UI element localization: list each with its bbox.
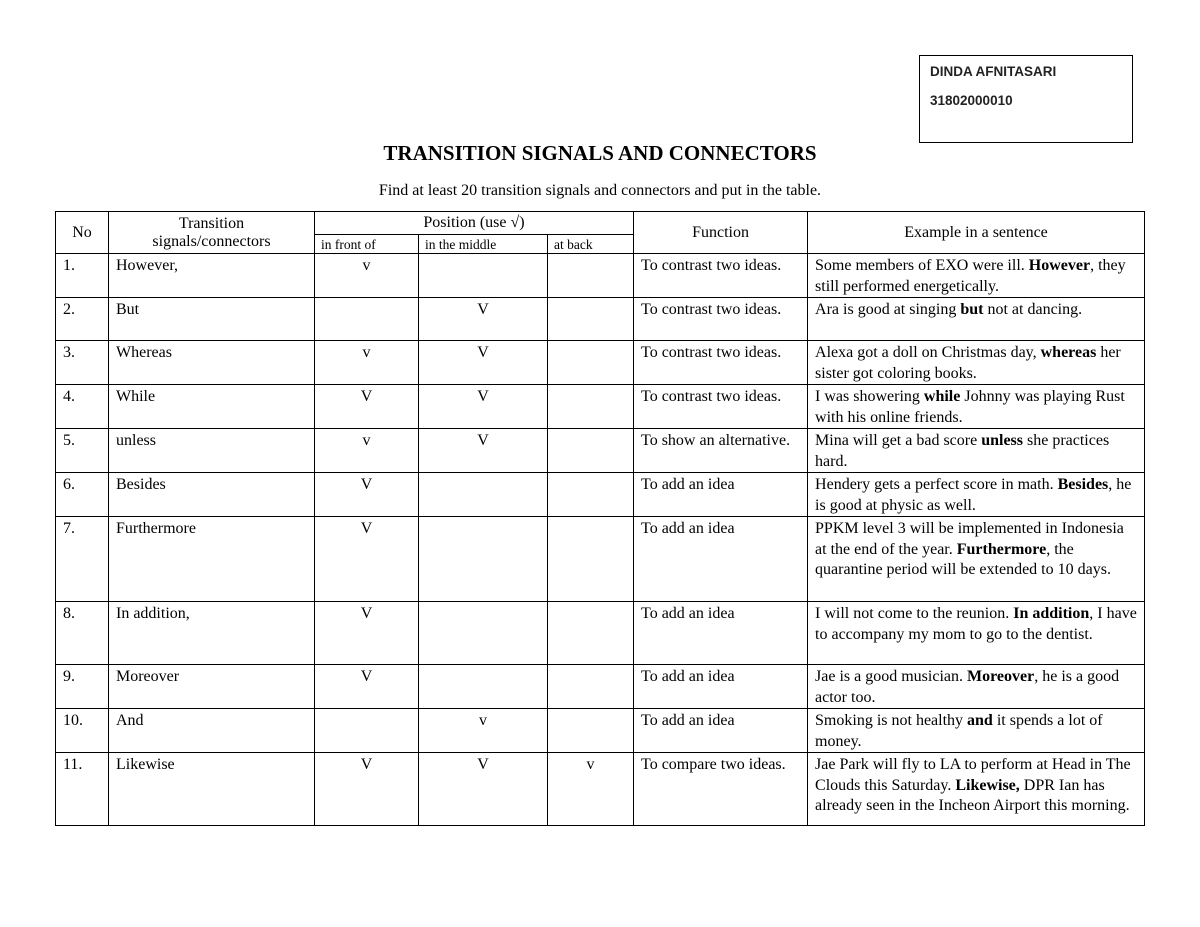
row-function: To compare two ideas.: [634, 753, 808, 826]
row-position-back: [548, 665, 634, 709]
row-position-middle: [419, 517, 548, 602]
row-number: 9.: [56, 665, 109, 709]
example-keyword: and: [967, 712, 993, 729]
row-function: To contrast two ideas.: [634, 385, 808, 429]
row-position-back: [548, 429, 634, 473]
header-no: No: [56, 212, 109, 254]
example-text: Ara is good at singing: [815, 301, 961, 318]
row-function: To add an idea: [634, 517, 808, 602]
student-info-box: [919, 55, 1133, 143]
header-signal-line2: signals/connectors: [152, 232, 271, 250]
row-position-middle: V: [419, 298, 548, 341]
row-position-front: v: [315, 429, 419, 473]
row-signal: Furthermore: [109, 517, 315, 602]
row-position-front: V: [315, 473, 419, 517]
example-text: , they still performed energetically.: [815, 257, 1126, 295]
row-function: To contrast two ideas.: [634, 341, 808, 385]
row-number: 1.: [56, 254, 109, 298]
row-position-front: V: [315, 602, 419, 665]
example-keyword: while: [923, 388, 961, 405]
example-text: Hendery gets a perfect score in math.: [815, 476, 1058, 493]
row-example: [808, 298, 1145, 341]
row-position-front: V: [315, 517, 419, 602]
header-middle: in the middle: [419, 235, 548, 254]
example-keyword: Besides: [1057, 476, 1109, 493]
row-position-back: [548, 473, 634, 517]
row-position-middle: [419, 473, 548, 517]
row-number: 3.: [56, 341, 109, 385]
row-position-back: v: [548, 753, 634, 826]
table-row: [56, 709, 1145, 753]
table-row: [56, 298, 1145, 341]
row-function: To contrast two ideas.: [634, 254, 808, 298]
example-text: , I have to accompany my mom to go to the dentist.: [815, 605, 1137, 643]
row-example: [808, 385, 1145, 429]
row-signal: In addition,: [109, 602, 315, 665]
row-position-back: [548, 517, 634, 602]
row-function: To add an idea: [634, 665, 808, 709]
example-text: her sister got coloring books.: [815, 344, 1121, 382]
example-text: it spends a lot of money.: [815, 712, 1103, 750]
example-text: , the quarantine period will be extended to 10 days.: [815, 540, 1111, 578]
table-row: [56, 254, 1145, 298]
header-back: at back: [548, 235, 634, 254]
row-position-middle: [419, 665, 548, 709]
row-signal: But: [109, 298, 315, 341]
row-position-back: [548, 254, 634, 298]
row-position-middle: [419, 254, 548, 298]
row-example: [808, 429, 1145, 473]
row-position-middle: [419, 602, 548, 665]
row-example: [808, 602, 1145, 665]
row-position-back: [548, 341, 634, 385]
example-keyword: Furthermore: [956, 540, 1047, 558]
header-function: Function: [634, 212, 808, 254]
row-position-middle: V: [419, 753, 548, 826]
header-signal-line1: Transition: [178, 214, 245, 232]
example-text: Alexa got a doll on Christmas day,: [815, 344, 1041, 361]
row-function: To add an idea: [634, 709, 808, 753]
row-function: To add an idea: [634, 473, 808, 517]
row-position-middle: v: [419, 709, 548, 753]
row-signal: Besides: [109, 473, 315, 517]
example-keyword: Likewise,: [955, 776, 1020, 794]
row-number: 4.: [56, 385, 109, 429]
row-example: [808, 473, 1145, 517]
row-position-front: v: [315, 254, 419, 298]
row-number: 10.: [56, 709, 109, 753]
table-row: [56, 517, 1145, 602]
row-position-front: V: [315, 665, 419, 709]
header-signal: [109, 212, 315, 254]
example-text: she practices hard.: [815, 432, 1110, 470]
table-row: [56, 602, 1145, 665]
example-text: Jae is a good musician.: [815, 668, 967, 685]
transition-table: [55, 211, 1145, 826]
example-keyword: but: [960, 301, 984, 318]
row-example: [808, 341, 1145, 385]
row-signal: And: [109, 709, 315, 753]
table-row: [56, 429, 1145, 473]
example-keyword: unless: [981, 432, 1023, 449]
example-text: Jae Park will fly to LA to perform at Head in The Clouds this Saturday.: [815, 756, 1131, 794]
row-example: [808, 517, 1145, 602]
row-position-front: v: [315, 341, 419, 385]
example-text: , he is good at physic as well.: [815, 476, 1132, 514]
row-number: 6.: [56, 473, 109, 517]
example-keyword: In addition: [1013, 605, 1090, 622]
example-text: Mina will get a bad score: [815, 432, 982, 449]
row-signal: However,: [109, 254, 315, 298]
row-position-back: [548, 602, 634, 665]
instruction-text: Find at least 20 transition signals and connectors and put in the table.: [378, 182, 822, 199]
table-row: [56, 665, 1145, 709]
example-text: Johnny was playing Rust with his online friends.: [815, 388, 1125, 426]
row-position-back: [548, 385, 634, 429]
example-text: DPR Ian has already seen in the Incheon Airport this morning.: [815, 776, 1130, 814]
row-signal: While: [109, 385, 315, 429]
example-text: I was showering: [815, 388, 924, 405]
row-signal: Likewise: [109, 753, 315, 826]
example-text: Some members of EXO were ill.: [815, 257, 1029, 274]
row-number: 7.: [56, 517, 109, 602]
row-example: [808, 665, 1145, 709]
row-number: 5.: [56, 429, 109, 473]
header-position: Position (use √): [315, 212, 634, 235]
row-number: 11.: [56, 753, 109, 826]
student-name: DINDA AFNITASARI: [930, 64, 1057, 79]
row-signal: unless: [109, 429, 315, 473]
row-position-back: [548, 709, 634, 753]
row-position-middle: V: [419, 429, 548, 473]
example-text: not at dancing.: [983, 301, 1083, 318]
row-function: To contrast two ideas.: [634, 298, 808, 341]
row-function: To add an idea: [634, 602, 808, 665]
header-front: in front of: [315, 235, 419, 254]
row-example: [808, 709, 1145, 753]
student-id: 31802000010: [930, 93, 1013, 108]
page-title: TRANSITION SIGNALS AND CONNECTORS: [383, 141, 817, 165]
row-position-middle: V: [419, 341, 548, 385]
row-position-front: V: [315, 753, 419, 826]
row-example: [808, 254, 1145, 298]
example-text: , he is a good actor too.: [815, 668, 1120, 706]
row-number: 8.: [56, 602, 109, 665]
example-text: I will not come to the reunion.: [815, 605, 1014, 622]
example-keyword: whereas: [1040, 344, 1097, 361]
row-example: [808, 753, 1145, 826]
table-row: [56, 753, 1145, 826]
example-keyword: Moreover: [967, 668, 1035, 685]
row-number: 2.: [56, 298, 109, 341]
table-row: [56, 341, 1145, 385]
table-row: [56, 473, 1145, 517]
row-signal: Whereas: [109, 341, 315, 385]
row-position-back: [548, 298, 634, 341]
example-text: Smoking is not healthy: [815, 712, 968, 729]
row-signal: Moreover: [109, 665, 315, 709]
header-example: Example in a sentence: [808, 212, 1145, 254]
example-text: PPKM level 3 will be implemented in Indonesia at the end of the year.: [815, 520, 1124, 558]
example-keyword: However: [1028, 257, 1091, 274]
row-function: To show an alternative.: [634, 429, 808, 473]
row-position-front: [315, 709, 419, 753]
table-row: [56, 385, 1145, 429]
row-position-front: V: [315, 385, 419, 429]
row-position-middle: V: [419, 385, 548, 429]
row-position-front: [315, 298, 419, 341]
